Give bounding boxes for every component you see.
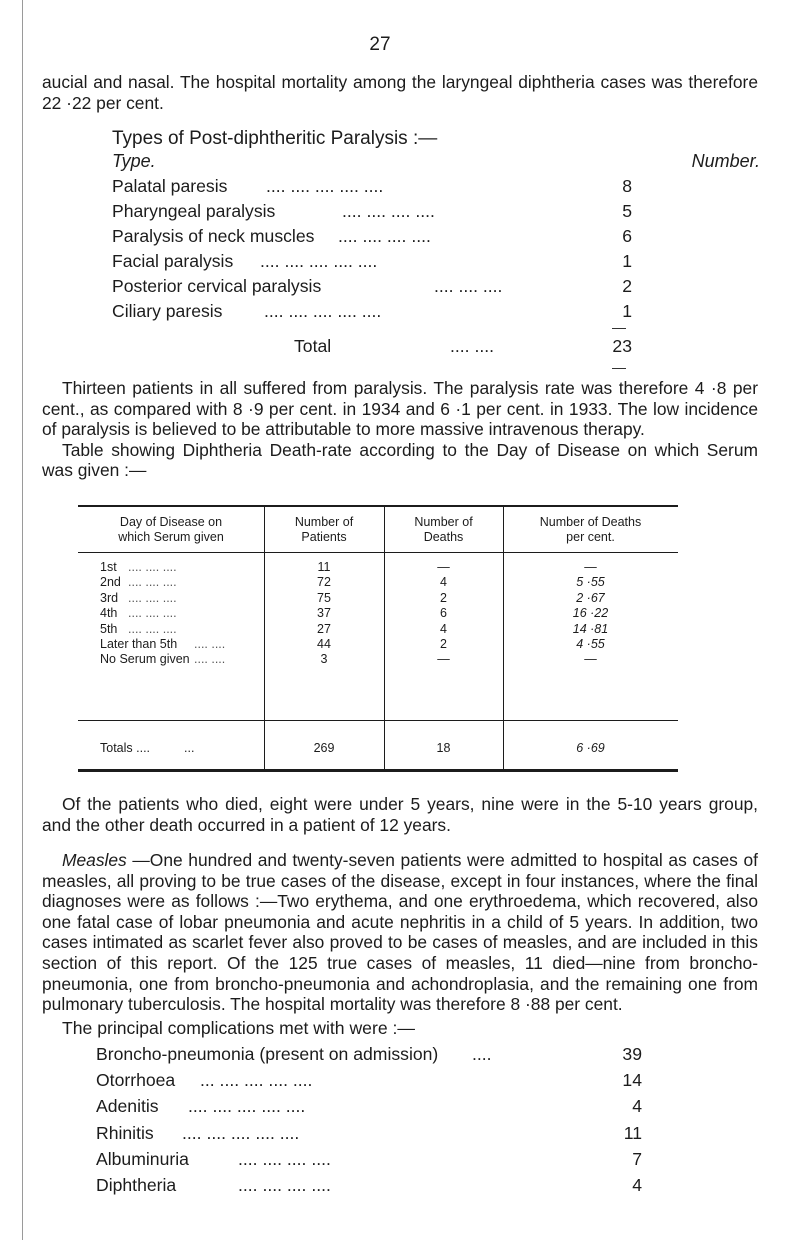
complication-label: Otorrhoea xyxy=(96,1070,176,1091)
leader-dots: .... .... .... xyxy=(434,276,503,296)
complication-value: 39 xyxy=(622,1044,642,1064)
paralysis-row xyxy=(112,276,632,298)
header-day-line2: which Serum given xyxy=(118,530,224,544)
table-cell-deaths: 6 xyxy=(440,606,447,621)
leader-dots: .... .... .... xyxy=(128,621,177,636)
totals-patients: 269 xyxy=(313,741,335,755)
header-deaths xyxy=(384,515,503,545)
paralysis-paragraph xyxy=(42,378,758,481)
complication-row xyxy=(96,1096,642,1118)
complication-label: Rhinitis xyxy=(96,1122,154,1143)
measles-body: —One hundred and twenty-seven patients were admitted to hospital as cases of measles, all proving to be true cases of the disease, except in four instances, where the final diagnoses were as follows :—Two erythema, and one erythroedema, which recovered, also one fatal case of lobar pneumonia and acute nephritis in a child of 5 years. In addition, two cases intimated as scarlet fever also proved to be cases of measles, and are included in this section of this report. Of the 125 true cases of measles, 11 died—nine from broncho-pneumonia, one from broncho-pneumonia and achondroplasia, and the remaining one from pulmonary tuberculosis. The hospital mortality was therefore 8 ·88 per cent. xyxy=(42,850,758,1015)
table-cell-patients: 72 xyxy=(317,575,331,590)
intro-paragraph xyxy=(42,72,758,113)
total-value: 23 xyxy=(612,336,632,356)
paralysis-text: Thirteen patients in all suffered from paralysis. The paralysis rate was therefore 4 ·8 per cent., as compared with 8 ·9 per cent. in 1934 and 6 ·1 per cent. in 1933. The low incidence of paralysis is believed to be attributable to more massive intravenous therapy. xyxy=(42,378,758,440)
leader-dots: .... .... .... .... xyxy=(342,201,435,221)
header-rate-line1: Number of Deaths xyxy=(539,515,642,529)
totals-label-text: Totals .... xyxy=(100,741,151,755)
paralysis-row xyxy=(112,176,632,198)
header-patients-line2: Patients xyxy=(301,530,347,544)
leader-dots: .... .... .... xyxy=(128,606,177,621)
table-cell-rate: — xyxy=(584,560,597,574)
measles-paragraph xyxy=(42,850,758,1015)
paralysis-label: Palatal paresis xyxy=(112,176,228,196)
leader-dots: .... .... .... .... .... xyxy=(188,1096,306,1117)
leader-dots: .... .... .... .... xyxy=(238,1148,331,1169)
table-cell-rate: 14 ·81 xyxy=(572,621,609,636)
table-cell-deaths: — xyxy=(437,560,450,574)
rule xyxy=(612,368,626,369)
table-cell-day: 2nd xyxy=(100,575,121,590)
intro-text: aucial and nasal. The hospital mortality among the laryngeal diphtheria cases was therefore 22 ·22 per cent. xyxy=(42,72,758,113)
leader-dots: .... .... .... .... .... xyxy=(264,301,382,321)
leader-dots: .... .... .... xyxy=(128,590,177,605)
paralysis-value: 8 xyxy=(622,176,632,196)
paralysis-value: 2 xyxy=(622,276,632,296)
paralysis-label: Facial paralysis xyxy=(112,251,234,271)
measles-text xyxy=(42,850,758,1015)
table-cell-day: 1st xyxy=(100,560,117,574)
paralysis-row xyxy=(112,201,632,223)
totals-rate: 6 ·69 xyxy=(576,741,605,755)
paralysis-value: 6 xyxy=(622,226,632,246)
paralysis-total-row xyxy=(112,336,632,358)
complication-label: Albuminuria xyxy=(96,1148,189,1169)
table-cell-patients: 44 xyxy=(317,637,331,651)
complications-heading: The principal complications met with were :— xyxy=(62,1018,415,1038)
type-column-heading: Type. xyxy=(112,151,156,171)
table-intro-text: Table showing Diphtheria Death-rate according to the Day of Disease on which Serum was given :— xyxy=(42,439,758,481)
complication-label: Broncho-pneumonia (present on admission) xyxy=(96,1044,439,1064)
total-label: Total xyxy=(294,336,332,356)
leader-dots: .... .... .... xyxy=(128,575,177,590)
totals-deaths: 18 xyxy=(436,741,451,755)
header-patients xyxy=(264,515,384,545)
complication-value: 7 xyxy=(632,1148,642,1169)
leader-dots: .... .... .... .... xyxy=(338,226,431,246)
paralysis-heading: Types of Post-diphtheritic Paralysis :— xyxy=(112,128,438,149)
page-number: 27 xyxy=(369,34,391,55)
table-cell-deaths: 2 xyxy=(440,637,447,651)
table-cell-day: No Serum given xyxy=(100,652,190,667)
table-cell-day: 3rd xyxy=(100,590,119,605)
totals-rule xyxy=(78,720,678,721)
complication-row xyxy=(96,1044,642,1066)
leader-dots: .... .... .... .... xyxy=(238,1175,331,1195)
table-cell-patients: 3 xyxy=(320,652,328,667)
paralysis-label: Ciliary paresis xyxy=(112,301,223,321)
ages-paragraph xyxy=(42,794,758,835)
complication-label: Diphtheria xyxy=(96,1175,177,1195)
paralysis-row xyxy=(112,301,632,323)
rule xyxy=(612,328,626,329)
leader-dots: .... .... .... xyxy=(128,560,177,574)
complication-value: 4 xyxy=(632,1096,642,1117)
table-cell-patients: 11 xyxy=(317,560,331,574)
leader-dots: .... .... .... .... .... xyxy=(182,1122,300,1143)
header-rule xyxy=(78,552,678,553)
table-bottom-rule xyxy=(78,769,678,772)
table-cell-deaths: — xyxy=(437,652,450,667)
death-rate-table xyxy=(78,505,678,775)
leader-dots: ... xyxy=(184,741,195,755)
table-cell-rate: — xyxy=(584,652,597,667)
table-cell-rate: 2 ·67 xyxy=(576,590,605,605)
paralysis-value: 5 xyxy=(622,201,632,221)
table-cell-deaths: 2 xyxy=(440,590,447,605)
ages-text: Of the patients who died, eight were under 5 years, nine were in the 5-10 years group, and the other death occurred in a patient of 12 years. xyxy=(42,794,758,835)
complication-row xyxy=(96,1149,642,1171)
paralysis-row xyxy=(112,251,632,273)
table-cell-patients: 75 xyxy=(317,590,331,605)
complication-value: 14 xyxy=(622,1070,642,1091)
measles-lead: Measles xyxy=(62,850,127,870)
header-deaths-line1: Number of xyxy=(414,515,473,529)
complication-value: 11 xyxy=(623,1122,642,1143)
leader-dots: .... .... .... .... .... xyxy=(266,176,384,196)
leader-dots: .... .... .... .... .... xyxy=(260,251,378,271)
complication-row xyxy=(96,1070,642,1092)
header-day xyxy=(78,515,264,545)
paralysis-value: 1 xyxy=(622,251,632,271)
table-cell-patients: 37 xyxy=(317,606,331,621)
leader-dots: .... .... xyxy=(194,652,226,667)
table-cell-day: 4th xyxy=(100,606,118,621)
complication-row xyxy=(96,1123,642,1145)
paralysis-label: Paralysis of neck muscles xyxy=(112,226,315,246)
paralysis-value: 1 xyxy=(622,301,632,321)
table-cell-patients: 27 xyxy=(317,621,331,636)
header-deaths-line2: Deaths xyxy=(423,530,464,544)
number-column-heading: Number. xyxy=(691,151,760,171)
table-cell-rate: 4 ·55 xyxy=(576,637,605,651)
complication-label: Adenitis xyxy=(96,1096,159,1117)
leader-dots: .... .... xyxy=(194,637,226,651)
paralysis-label: Posterior cervical paralysis xyxy=(112,276,322,296)
paralysis-row xyxy=(112,226,632,248)
table-cell-deaths: 4 xyxy=(440,575,447,590)
header-rate xyxy=(503,515,678,545)
leader-dots: .... .... xyxy=(450,336,494,356)
totals-label xyxy=(100,742,260,755)
header-day-line1: Day of Disease on xyxy=(119,515,223,529)
table-cell-day: Later than 5th xyxy=(100,637,178,651)
table-cell-rate: 5 ·55 xyxy=(576,575,605,590)
complication-row xyxy=(96,1175,642,1197)
table-cell-day: 5th xyxy=(100,621,118,636)
page-edge-line xyxy=(22,0,23,1240)
table-cell-deaths: 4 xyxy=(440,621,447,636)
paralysis-label: Pharyngeal paralysis xyxy=(112,201,276,221)
complication-value: 4 xyxy=(632,1175,642,1195)
table-top-rule xyxy=(78,505,678,507)
header-patients-line1: Number of xyxy=(294,515,354,529)
leader-dots: .... xyxy=(472,1044,492,1064)
table-cell-rate: 16 ·22 xyxy=(572,606,609,621)
header-rate-line2: per cent. xyxy=(566,530,615,544)
leader-dots: ... .... .... .... .... xyxy=(200,1070,313,1091)
